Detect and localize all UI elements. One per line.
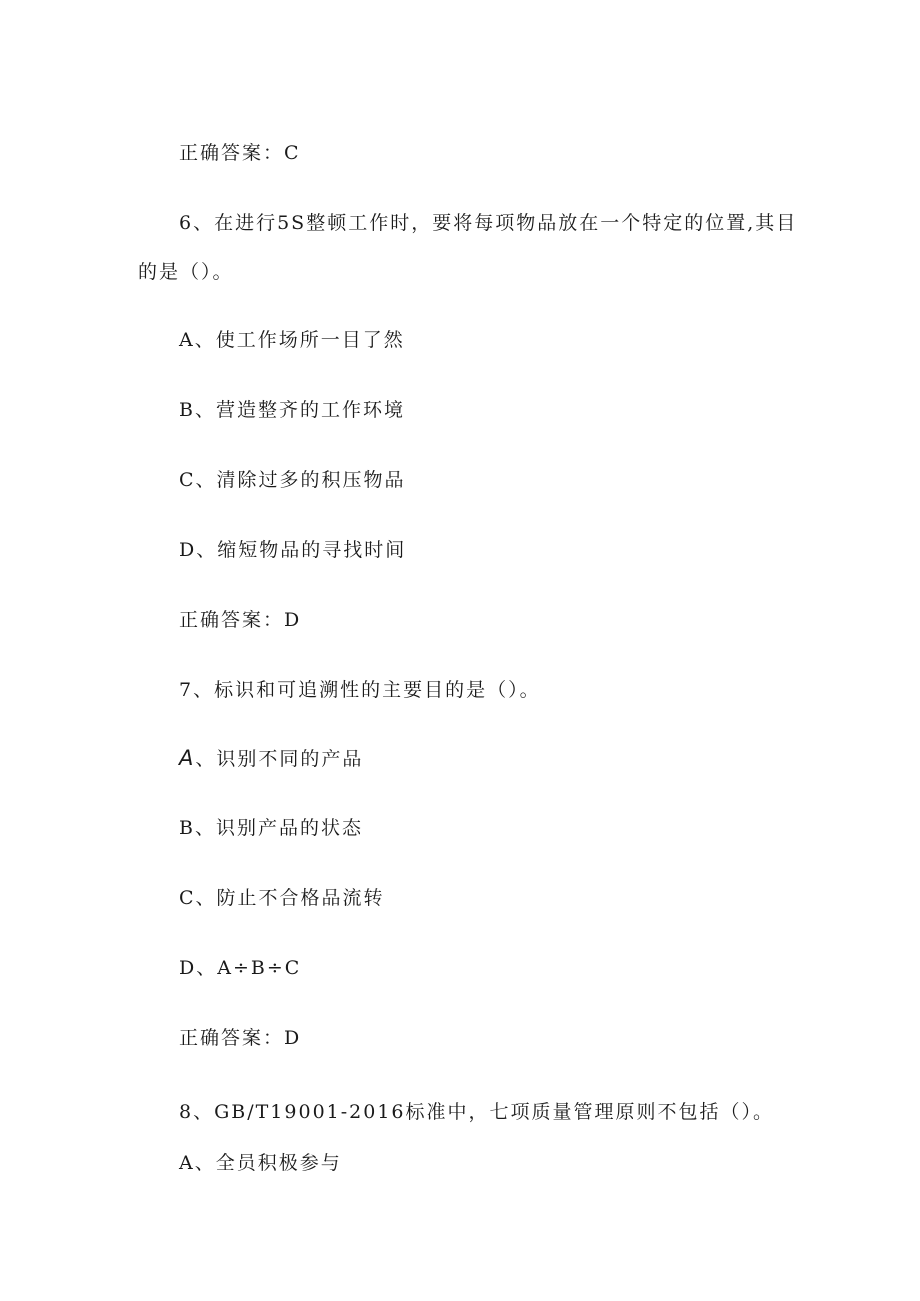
question-7-option-c: C、防止不合格品流转 xyxy=(179,887,385,909)
answer-line: 正确答案：D xyxy=(179,609,302,631)
question-8-option-a: A、全员积极参与 xyxy=(179,1152,342,1174)
question-6-text: 6、在进行5S整顿工作时，要将每项物品放在一个特定的位置,其目 xyxy=(179,212,798,234)
question-7-option-b: B、识别产品的状态 xyxy=(179,817,363,839)
answer-line: 正确答案：C xyxy=(179,142,301,164)
answer-line: 正确答案：D xyxy=(179,1027,302,1049)
option-a-text: 、识别不同的产品 xyxy=(195,748,364,770)
question-7-option-a xyxy=(179,746,363,771)
question-7-text: 7、标识和可追溯性的主要目的是（）。 xyxy=(179,679,541,701)
question-8-text: 8、GB/T19001-2016标准中，七项质量管理原则不包括（）。 xyxy=(179,1101,775,1123)
question-6-option-c: C、清除过多的积压物品 xyxy=(179,469,406,491)
option-a-letter: A xyxy=(179,746,196,770)
question-6-option-d: D、缩短物品的寻找时间 xyxy=(179,539,407,561)
question-6-option-a: A、使工作场所一目了然 xyxy=(179,329,405,351)
question-6-text-continued: 的是（）。 xyxy=(138,261,234,283)
question-7-option-d: D、A÷B÷C xyxy=(179,957,302,979)
question-6-option-b: B、营造整齐的工作环境 xyxy=(179,399,405,421)
